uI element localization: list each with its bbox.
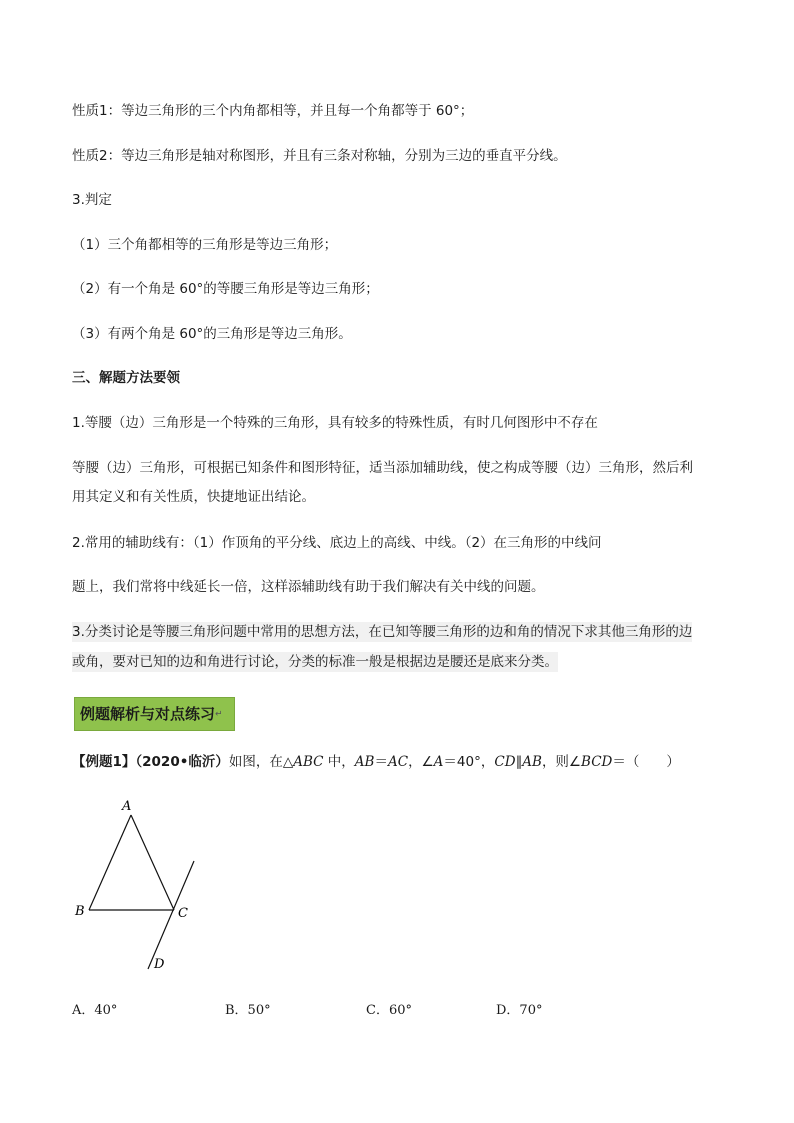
section-heading: 三、解题方法要领 (72, 370, 180, 386)
option-a[interactable]: A．40° (72, 1003, 118, 1018)
q-bcd: BCD (581, 754, 613, 770)
q-ab: AB (354, 754, 375, 770)
method-line-4: 2.常用的辅助线有：（1）作顶角的平分线、底边上的高线、中线。（2）在三角形的中线问 (72, 535, 602, 551)
triangle-figure (70, 795, 210, 975)
return-mark-icon: ↵ (215, 709, 223, 720)
label-d: D (154, 957, 165, 972)
method-line-1: 1.等腰（边）三角形是一个特殊的三角形，具有较多的特殊性质，有时几何图形中不存在 (72, 415, 598, 431)
property-1: 性质1：等边三角形的三个内角都相等，并且每一个角都等于 60°； (72, 103, 474, 119)
q-text-4: ＝40°， (443, 754, 495, 770)
label-b: B (75, 904, 85, 919)
example-tag: 【例题1】（2020•临沂） (72, 754, 229, 770)
q-text-2: 中， (323, 754, 355, 770)
q-a: A (433, 754, 444, 770)
q-cd: CD (494, 754, 516, 770)
property-2: 性质2：等边三角形是轴对称图形，并且有三条对称轴，分别为三边的垂直平分线。 (72, 148, 567, 164)
side-ab (89, 815, 131, 910)
q-text-3: ，∠ (408, 754, 434, 770)
judgement-heading: 3.判定 (72, 192, 112, 208)
option-c[interactable]: C．60° (366, 1003, 412, 1018)
method-line-2: 等腰（边）三角形，可根据已知条件和图形特征，适当添加辅助线，使之构成等腰（边）三角形，然后利 (72, 460, 693, 476)
badge-label: 例题解析与对点练习 (80, 705, 216, 723)
method-line-7: 或角，要对已知的边和角进行讨论，分类的标准一般是根据边是腰还是底来分类。 (72, 654, 558, 670)
q-abc: ABC (293, 754, 324, 770)
option-b[interactable]: B．50° (225, 1003, 271, 1018)
judgement-item-2: （2）有一个角是 60°的等腰三角形是等边三角形； (72, 281, 379, 297)
label-c: C (178, 906, 188, 921)
q-text-1: 如图，在△ (228, 754, 294, 770)
example-question (72, 752, 680, 772)
judgement-item-1: （1）三个角都相等的三角形是等边三角形； (72, 237, 338, 253)
method-line-3: 用其定义和有关性质，快捷地证出结论。 (72, 489, 315, 505)
label-a: A (122, 799, 132, 814)
judgement-item-3: （3）有两个角是 60°的三角形是等边三角形。 (72, 326, 352, 342)
method-line-6: 3.分类讨论是等腰三角形问题中常用的思想方法，在已知等腰三角形的边和角的情况下求其他三角形的边 (72, 624, 693, 640)
section-badge (74, 697, 235, 731)
q-ac: AC (387, 754, 409, 770)
side-ac (131, 815, 174, 910)
q-parallel: ∥ (515, 754, 523, 770)
q-eq: ＝ (374, 754, 388, 770)
q-ab-2: AB (522, 754, 542, 770)
q-text-6: ＝（ ） (612, 754, 680, 770)
q-text-5: ，则∠ (541, 754, 582, 770)
method-line-5: 题上，我们常将中线延长一倍，这样添辅助线有助于我们解决有关中线的问题。 (72, 579, 545, 595)
option-d[interactable]: D．70° (496, 1003, 543, 1018)
